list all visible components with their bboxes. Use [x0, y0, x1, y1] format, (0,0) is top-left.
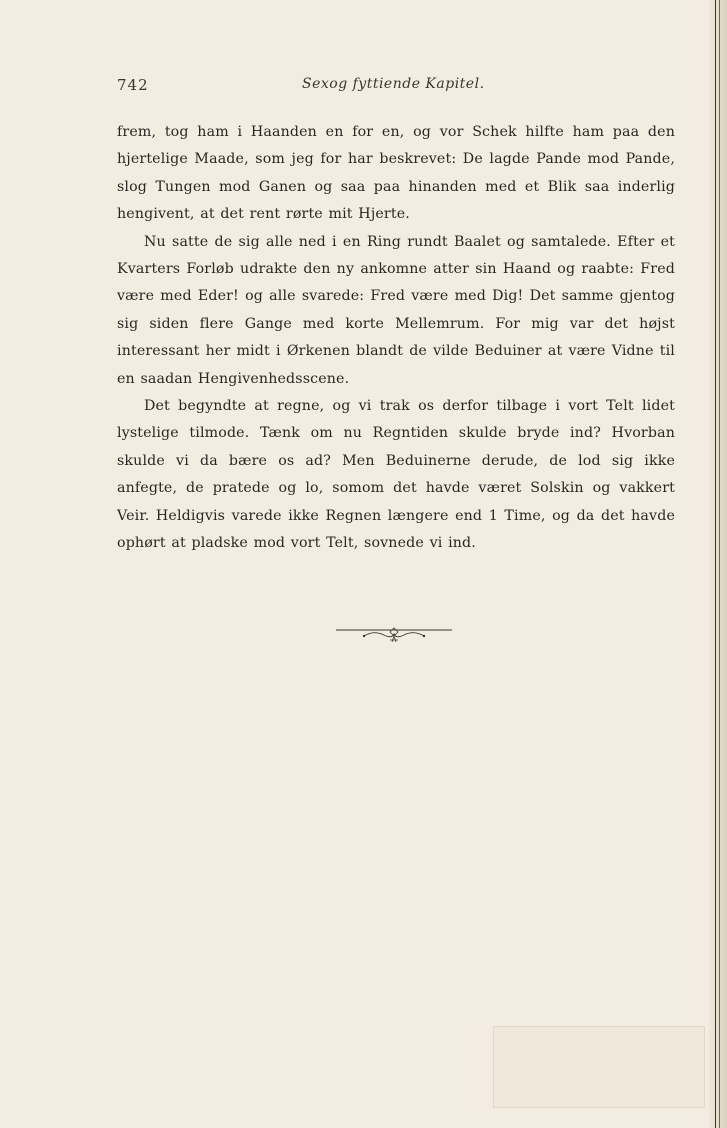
end-ornament-icon	[334, 622, 454, 648]
page-binding-edge	[709, 0, 727, 1128]
running-title: Sexog fyttiende Kapitel.	[302, 76, 485, 92]
page-header	[117, 76, 677, 100]
paragraph-3: Det begyndte at regne, og vi trak os derfor tilbage i vort Telt lidet lystelige tilmode. Tænk om nu Regntiden skulde bryde ind? Hvorban skulde vi da bære os ad? Men Beduinerne derude, de lod sig ikke anfegte, de pratede og lo, somom det havde været Solskin og vakkert Veir. Heldigvis varede ikke Regnen længere end 1 Time, og da det havde ophørt at pladske mod vort Telt, sovnede vi ind.	[117, 398, 675, 552]
page-number: 742	[117, 76, 149, 94]
paragraph-1: frem, tog ham i Haanden en for en, og vor Schek hilfte ham paa den hjertelige Maade, som jeg for har beskrevet: De lagde Pande mod Pande, slog Tungen mod Ganen og saa paa hinanden med et Blik saa inderlig hengivent, at det rent rørte mit Hjerte.	[117, 124, 675, 223]
body-text	[117, 119, 675, 558]
paper-label	[493, 1026, 705, 1108]
paragraph-2: Nu satte de sig alle ned i en Ring rundt Baalet og samtalede. Efter et Kvarters Forløb udrakte den ny ankomne atter sin Haand og raabte: Fred være med Eder! og alle svarede: Fred være med Dig! Det samme gjentog sig siden flere Gange med korte Mellemrum. For mig var det højst interessant her midt i Ørkenen blandt de vilde Beduiner at være Vidne til en saadan Hengivenhedsscene.	[117, 233, 675, 387]
